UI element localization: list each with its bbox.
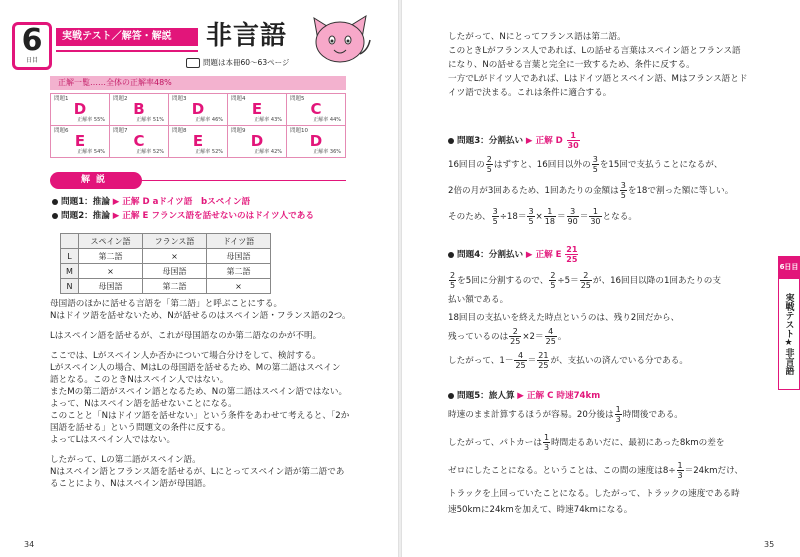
problem2-line: 問題2：推論 ▶ 正解 E フランス語を話せないのはドイツ人である (52, 210, 314, 222)
problem1-line: 問題1：推論 ▶ 正解 D aドイツ語 bスペイン語 (52, 196, 250, 208)
problem4-line2: 払い額である。 (448, 295, 509, 305)
answer-cell: 問題7 C 正解率 52% (110, 126, 169, 158)
answer-cell: 問題1 D 正解率 55% (51, 94, 110, 126)
body-line: になり、Nの話せる言葉と完全に一致するため、条件に反する。 (448, 60, 695, 70)
body-line: またMの第二語がスペイン語となるため、Nの第二語はスペイン語ではない。 (50, 387, 348, 397)
problem5-line3: ゼロにしたことになる。ということは、この間の速度は8÷ $\frac{1}{3}$ ＝24kmだけ、 (448, 461, 743, 480)
body-line: したがって、Nにとってフランス語は第二語。 (448, 32, 626, 42)
answer-cell: 問題2 B 正解率 51% (110, 94, 169, 126)
answer-cell: 問題9 D 正解率 42% (228, 126, 287, 158)
answers-table (50, 93, 346, 158)
bullet-icon (448, 393, 454, 399)
problem5-line2: したがって、パトカーは $\frac{1}{3}$ 時間走るあいだに、最初にあった8kmの差を (448, 433, 725, 452)
body-line: したがって、Lの第二語がスペイン語。 (50, 455, 201, 465)
body-line: Lはスペイン語を話せるが、これが母国語なのか第二語なのかが不明。 (50, 331, 322, 341)
intro-text (448, 30, 747, 100)
problem3-line3: そのため、 $\frac{3}{5}$ ÷18＝ $\frac{3}{5}$ × $\frac{1}{18}$ ＝ $\frac{3}{90}$ ＝ $\frac{1}{30}$ となる。 (448, 207, 637, 226)
body-line: 一方でLがドイツ人であれば、Lはドイツ語とスペイン語、Mはフランス語とド (448, 74, 748, 84)
answer-cell: 問題8 E 正解率 52% (169, 126, 228, 158)
body-line: このことと「Nはドイツ語を話せない」という条件をあわせて考えると、「2か (50, 411, 350, 421)
problem3-line2: 2倍の月が3回あるため、1回あたりの金額は $\frac{3}{5}$ を18で割った額に等しい。 (448, 181, 734, 200)
answer-cell: 問題5 C 正解率 44% (287, 94, 346, 126)
explanation-body (50, 298, 351, 490)
side-tab-title: 実戦テスト★非言語 (778, 278, 800, 390)
problem4-line3: 18回目の支払いを終えた時点というのは、残り2回だから、 (448, 313, 680, 323)
answer-cell: 問題6 E 正解率 54% (51, 126, 110, 158)
fraction: $\frac{21}{25}$ (566, 245, 578, 264)
day-badge (12, 22, 52, 70)
right-page (402, 0, 800, 557)
problem3-heading: 問題3：分割払い ▶ 正解 D $\frac{1}{30}$ (448, 130, 581, 152)
title-underline (56, 50, 198, 52)
left-page (0, 0, 398, 557)
body-line: ることにより、Nはスペイン語が母国語。 (50, 479, 212, 489)
day-number: 6 (21, 23, 43, 58)
body-line: 母国語のほかに話せる言語を「第二語」と呼ぶことにする。 (50, 299, 283, 309)
problem3-line1: 16回目の $\frac{2}{5}$ はずすと、16回目以外の $\frac{3}{5}$ を15回で支払うことになるが、 (448, 155, 723, 174)
body-line: Nはドイツ語を話せないため、Nが話せるのはスペイン語・フランス語の2つ。 (50, 311, 351, 321)
language-table: スペイン語 フランス語 ドイツ語 L 第二語 × 母国語 M × 母国語 第二語 N 母国語 第二語 × (60, 233, 271, 294)
day-unit: 日目 (25, 57, 38, 64)
answer-cell: 問題10 D 正解率 36% (287, 126, 346, 158)
bullet-icon (52, 213, 58, 219)
page-number-left: 34 (24, 540, 35, 549)
page-number-right: 35 (764, 540, 775, 549)
body-line: 語となる。このときNはスペイン人ではない。 (50, 375, 229, 385)
body-line: このときLがフランス人であれば、Lの話せる言葉はスペイン語とフランス語 (448, 46, 741, 56)
body-line: Lがスペイン人の場合、MはLの母国語を話せるため、Mの第二語はスペイン (50, 363, 341, 373)
bullet-icon (448, 252, 454, 258)
problem5-line5: 速50kmに24kmを加えて、時速74kmになる。 (448, 505, 633, 515)
section-label: 実戦テスト／解答・解説 (56, 28, 198, 46)
answer-cell: 問題3 D 正解率 46% (169, 94, 228, 126)
pointing-hand-icon (186, 58, 200, 68)
body-line: よって、Nはスペイン語を話せないことになる。 (50, 399, 237, 409)
side-tab-day: 6日目 (778, 256, 800, 278)
problem5-heading: 問題5：旅人算 ▶ 正解 C 時速74km (448, 390, 600, 402)
reference-text: 問題は本冊60～63ページ (203, 58, 290, 67)
body-line: 国語を話せる」という問題文の条件に反する。 (50, 423, 231, 433)
bullet-icon (52, 199, 58, 205)
problem5-line1: 時速のまま計算するほうが容易。20分後は $\frac{1}{3}$ 時間後である。 (448, 405, 683, 424)
answers-header: 正解一覧……全体の正解率48% (50, 76, 346, 90)
problem5-line4: トラックを上回っていたことになる。したがって、トラックの速度である時 (448, 489, 740, 499)
answer-cell: 問題4 E 正解率 43% (228, 94, 287, 126)
problem4-line4: 残っているのは $\frac{2}{25}$ ×2＝ $\frac{4}{25}$ 。 (448, 327, 567, 346)
explanation-rule (142, 180, 346, 181)
bullet-icon (448, 138, 454, 144)
fraction: $\frac{1}{30}$ (567, 131, 579, 150)
problem4-line1: $\frac{2}{5}$ を5回に分割するので、 $\frac{2}{5}$ ÷5＝ $\frac{2}{25}$ が、16回目以降の1回あたりの支 (450, 271, 721, 290)
body-line: よってLはスペイン人ではない。 (50, 435, 176, 445)
body-line: イツ語で決まる。これは条件に適合する。 (448, 88, 612, 98)
cat-mascot-icon (310, 10, 372, 70)
explanation-heading: 解説 (50, 172, 142, 189)
problem4-line5: したがって、1－ $\frac{4}{25}$ ＝ $\frac{21}{25}$ が、支払いの済んでいる分である。 (448, 351, 688, 370)
page-title: 非言語 (206, 21, 288, 51)
body-line: ここでは、Lがスペイン人か否かについて場合分けをして、検討する。 (50, 351, 321, 361)
problem4-heading: 問題4：分割払い ▶ 正解 E $\frac{21}{25}$ (448, 244, 579, 266)
body-line: Nはスペイン語とフランス語を話せるが、Lにとってスペイン語が第二語であ (50, 467, 345, 477)
